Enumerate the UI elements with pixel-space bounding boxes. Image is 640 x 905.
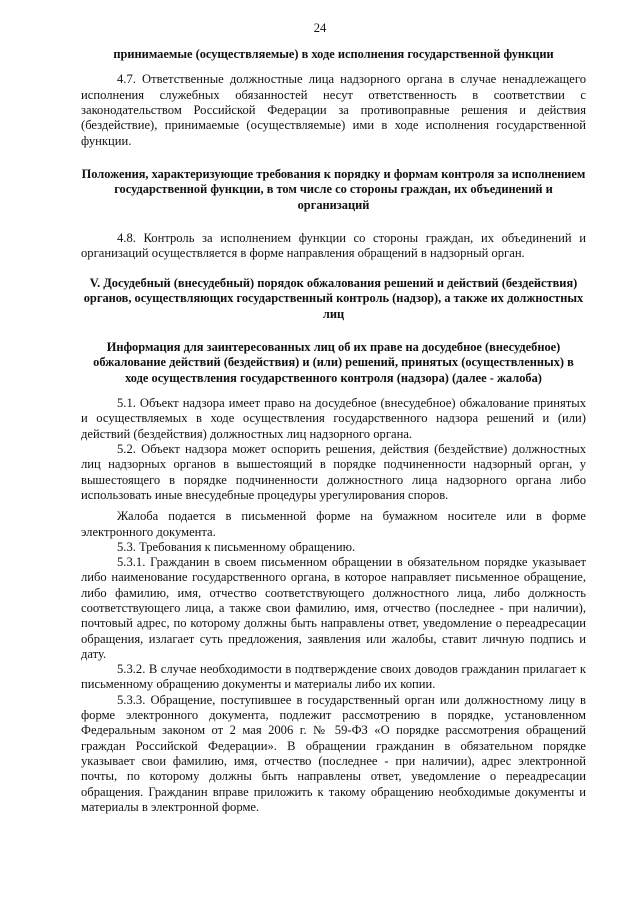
paragraph-5-3-3: 5.3.3. Обращение, поступившее в государственный орган или должностному лицу в форме электронного документа, подлежит рассмотрению в порядке, установленном Федеральным законом от 2 мая 2006 г. № 59-ФЗ «О порядке рассмотрения обращений граждан Российской Федерации». В обращении гражданин в обязательном порядке указывает свои фамилию, имя, отчество (последнее - при наличии), адрес электронной почты, по которому должны быть направлены ответ, уведомление о переадресации обращения. Гражданин вправе приложить к такому обращению необходимые документы и материалы в электронной форме.: [81, 692, 586, 814]
paragraph-4-7: 4.7. Ответственные должностные лица надзорного органа в случае ненадлежащего исполнения служебных обязанностей несут ответственность в соответствии с законодательством Российской Федерации за противоправные решения и действия (бездействие), принимаемые (осуществляемые) ими в ходе исполнения государственной функции.: [81, 72, 586, 148]
paragraph-5-3-1: 5.3.1. Гражданин в своем письменном обращении в обязательном порядке указывает либо наименование государственного органа, в которое направляет письменное обращение, либо фамилию, имя, отчество соответствующего должностного лица, либо должность соответствующего лица, а также свои фамилию, имя, отчество (последнее - при наличии), почтовый адрес, по которому должны быть направлены ответ, уведомление о переадресации обращения, излагает суть предложения, заявления или жалобы, ставит личную подпись и дату.: [81, 555, 586, 661]
heading-control: Положения, характеризующие требования к порядку и формам контроля за исполнением государственной функции, в том числе со стороны граждан, их объединений и организаций: [81, 166, 586, 212]
paragraph-5-1: 5.1. Объект надзора имеет право на досудебное (внесудебное) обжалование принятых и осуществляемых в ходе осуществления государственного надзора решений и (или) действий (бездействия) должностных лиц надзорного органа.: [81, 396, 586, 441]
paragraph-complaint-form: Жалоба подается в письменной форме на бумажном носителе или в форме электронного документа.: [81, 509, 586, 539]
heading-information: Информация для заинтересованных лиц об их праве на досудебное (внесудебное) обжалование действий (бездействия) и (или) решений, принятых (осуществленных) в ходе осуществления государственного контроля (надзора) (далее - жалоба): [93, 339, 574, 385]
document-body: [81, 47, 586, 815]
heading-continued: принимаемые (осуществляемые) в ходе исполнения государственной функции: [113, 47, 554, 61]
paragraph-5-3-2: 5.3.2. В случае необходимости в подтверждение своих доводов гражданин прилагает к письменному обращению документы и материалы либо их копии.: [81, 662, 586, 692]
paragraph-5-2: 5.2. Объект надзора может оспорить решения, действия (бездействие) должностных лиц надзорных органов в вышестоящий в порядке подчиненности надзорный орган, у вышестоящего в порядке подчиненности должностного лица надзорного органа либо использовать иные внесудебные процедуры урегулирования споров.: [81, 442, 586, 502]
paragraph-4-8: 4.8. Контроль за исполнением функции со стороны граждан, их объединений и организаций осуществляется в форме направления обращений в надзорный орган.: [81, 231, 586, 261]
paragraph-5-3: 5.3. Требования к письменному обращению.: [117, 539, 356, 554]
heading-section-5: V. Досудебный (внесудебный) порядок обжалования решений и действий (бездействия) органов, осуществляющих государственный контроль (надзор), а также их должностных лиц: [83, 275, 584, 321]
page-number: 24: [313, 21, 327, 35]
